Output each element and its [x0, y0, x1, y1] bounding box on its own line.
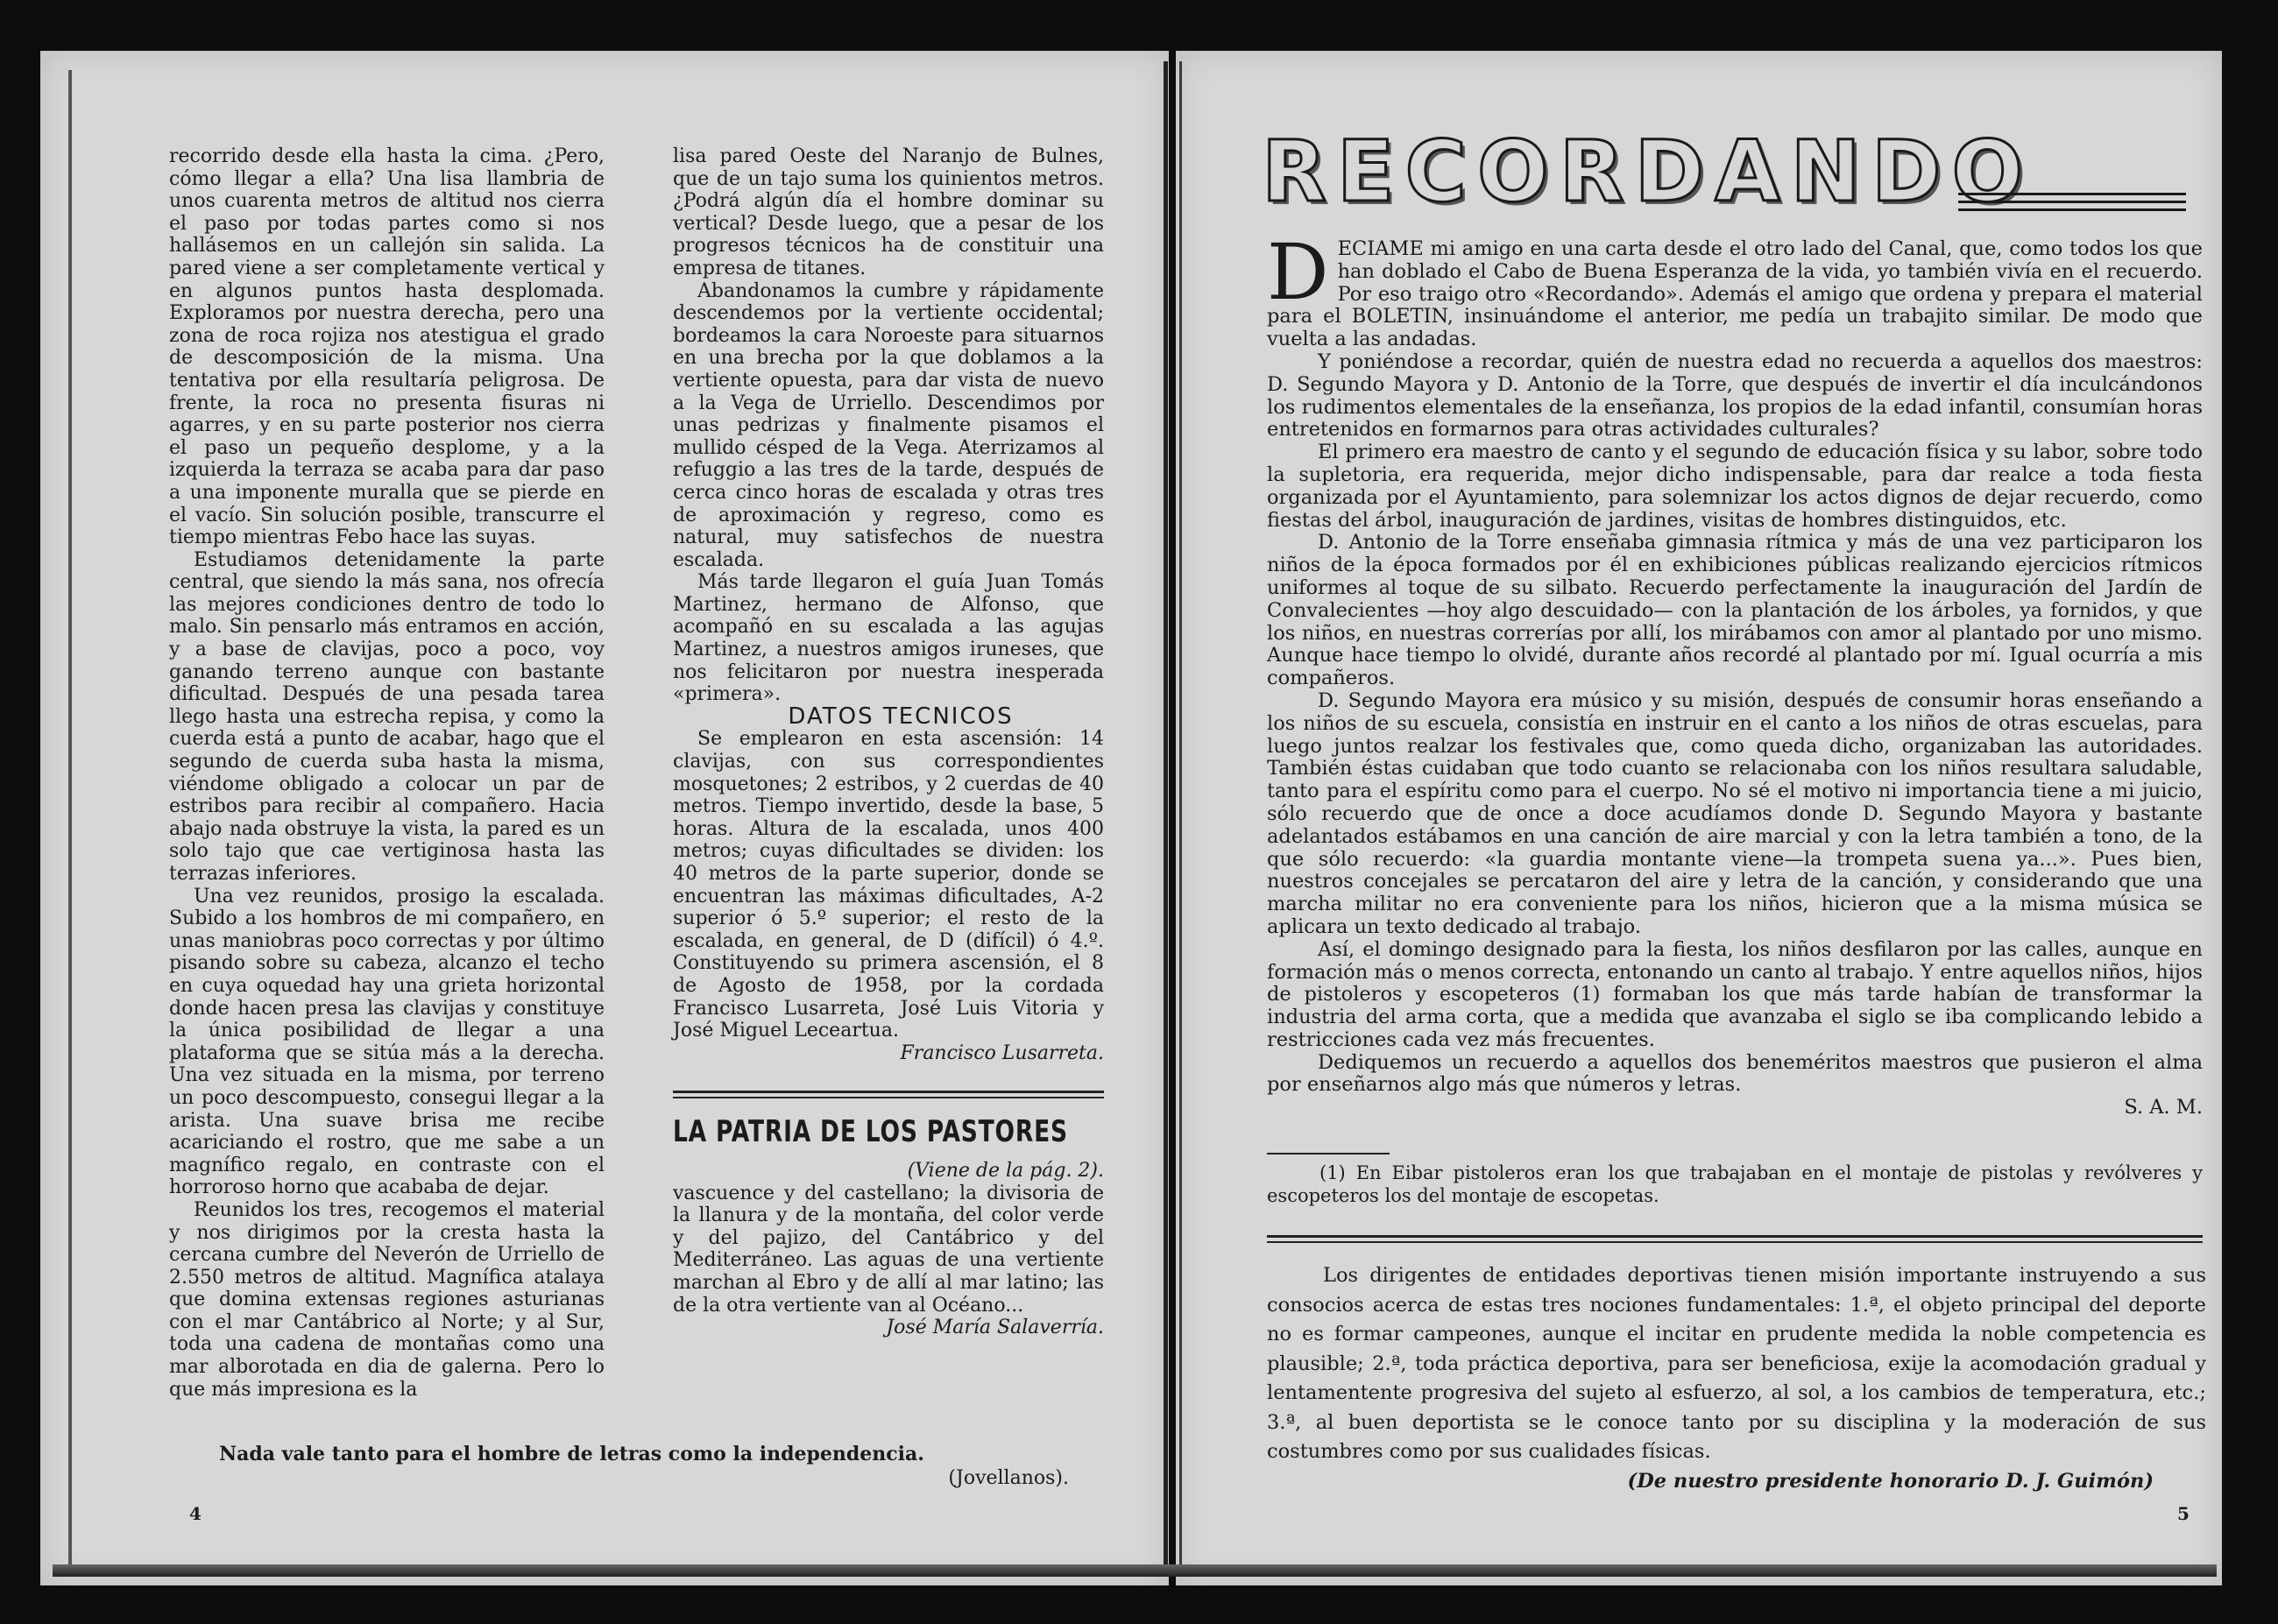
footnote [1267, 1162, 2203, 1207]
spine-right [1179, 61, 1182, 1577]
datos-tecnicos-text: Se emplearon en esta ascensión: 14 clavijas, con sus correspondientes mosquetones; 2 estribos, y 2 cuerdas de 40 metros. Tiempo invertido, desde la base, 5 horas. Altura de la escalada, unos 400 metros; cuyas dificultades se dividen: los 40 metros de la parte superior, donde se encuentran las máximas dificultades, A-2 superior ó 5.º superior; el resto de la escalada, en general, de D (difícil) ó 4.º. Constituyendo su primera ascensión, el 8 de Agosto de 1958, por la cordada Francisco Lusarreta, José Luis Vitoria y José Miguel Leceartua. [673, 728, 1104, 1042]
continuation-note: (Viene de la pág. 2). [907, 1159, 1104, 1182]
paragraph: Reunidos los tres, recogemos el material y nos dirigimos por la cresta hasta la cercana cumbre del Neverón de Urriello de 2.550 metros de altitud. Magnífica atalaya que domina extensas regiones asturianas con el mar Cantábrico al Norte; y al Sur, toda una cadena de montañas como una mar alborotada en dia de galerna. Pero lo que más impresiona es la [169, 1198, 605, 1401]
footnote-rule [1267, 1153, 1390, 1154]
author-initials: S. A. M. [2124, 1096, 2203, 1119]
author-signature: José María Salaverría. [886, 1317, 1104, 1339]
paragraph: Abandonamos la cumbre y rápidamente descendemos por la vertiente occidental; bordeamos la cara Noroeste para situarnos en una brecha por la que doblamos a la vertiente opuesta, para dar vista de nuevo a la Vega de Urriello. Descendimos por unas pedrizas y finalmente pisamos el mullido césped de la Vega. Aterrizamos al refuggio a las tres de la tarde, después de cerca cinco horas de escalada y otras tres de aproximación y regreso, como es natural, muy satisfechos de nuestra escalada. [673, 279, 1104, 571]
left-edge-shadow [68, 70, 72, 1577]
guimon-source: (De nuestro presidente honorario D. J. Guimón) [1627, 1469, 2154, 1493]
bottom-edge [53, 1564, 2217, 1577]
recordando-title: RECORDANDO [1262, 123, 2034, 221]
datos-tecnicos-heading: DATOS TECNICOS [788, 703, 1014, 730]
quote-author: (Jovellanos). [948, 1467, 1069, 1489]
paragraph: DECIAME mi amigo en una carta desde el otro lado del Canal, que, como todos los que han doblado el Cabo de Buena Esperanza de la vida, yo también vivía en el recuerdo. Por eso traigo otro «Recordando». Además el amigo que ordena y prepara el material para el BOLETIN, insinuándome el anterior, me pedía un trabajito similar. De modo que vuelta a las andadas. [1267, 227, 2203, 351]
paragraph: D. Segundo Mayora era músico y su misión, después de consumir horas enseñando a los niños de su escuela, consistía en instruir en el canto a los niños de otras escuelas, para luego juntos realzar los festivales que, como queda dicho, organizaban las autoridades. También éstas cuidaban que todo cuanto se relacionaba con los niños resultara saludable, tanto para el espíritu como para el cuerpo. No sé el motivo ni importancia tiene a mi juicio, sólo recuerdo que de once a doce acudíamos donde D. Segundo Mayora y bastante adelantados estábamos en una canción de aire marcial y con la letra también a tono, de la que sólo recuerdo: «la guardia montante viene—la trompeta suena ya...». Pues bien, nuestros concejales se percataron del aire y letra de la canción, y considerando que una marcha militar no era conveniente para los niños, hicieron que a la misma música se aplicara un texto dedicado al trabajo. [1267, 688, 2203, 938]
paragraph: lisa pared Oeste del Naranjo de Bulnes, que de un tajo suma los quinientos metros. ¿Podrá algún día el hombre dominar su vertical? Desde luego, que a pesar de los progresos técnicos ha de constituir una empresa de titanes. [673, 145, 1104, 279]
paragraph: El primero era maestro de canto y el segundo de educación física y su labor, sobre todo la supletoria, era requerida, mejor dicho indispensable, para dar realce a toda fiesta organizada por el Ayuntamiento, para solemnizar los actos dignos de dejar recuerdo, como fiestas del árbol, inauguración de jardines, visitas de hombres distinguidos, etc. [1267, 441, 2203, 532]
left-column-2 [673, 145, 1104, 1339]
author-signature: Francisco Lusarreta. [900, 1041, 1104, 1064]
drop-cap: D [1267, 227, 1329, 317]
footnote-text: (1) En Eibar pistoleros eran los que trabajaban en el montaje de pistolas y revólveres y escopeteros los del montaje de escopetas. [1267, 1162, 2203, 1206]
bottom-quote [219, 1442, 1069, 1491]
paragraph: D. Antonio de la Torre enseñaba gimnasia rítmica y más de una vez participaron los niños de la época formados por él en exhibiciones públicas realizando ejercicios rítmicos uniformes al toque de su silbato. Recuerdo perfectamente la inauguración del Jardín de Convalecientes —hoy algo descuidado— con la plantación de los árboles, ya fornidos, y que los niños, en nuestras correrías por allí, los mirábamos con amor al plantado por uno mismo. Aunque hace tiempo lo olvidé, durante años recordé al plantado por mí. Igual ocurría a mis compañeros. [1267, 531, 2203, 690]
section-divider [673, 1091, 1104, 1098]
section-divider [1267, 1235, 2203, 1243]
title-decoration-lines [1958, 193, 2186, 216]
paragraph: Y poniéndose a recordar, quién de nuestra edad no recuerda a aquellos dos maestros: D. Segundo Mayora y D. Antonio de la Torre, que después de invertir el día inculcándonos los rudimentos elementales de la enseñanza, los propios de la edad infantil, consumían horas entretenidos en formarnos para otras actividades culturales? [1267, 350, 2203, 441]
page-number-right: 5 [2177, 1503, 2190, 1524]
patria-heading: LA PATRIA DE LOS PASTORES [673, 1114, 1068, 1150]
paragraph: Así, el domingo designado para la fiesta, los niños desfilaron por las calles, aunque en formación más o menos correcta, entonando un canto al trabajo. Y entre aquellos niños, hijos de pistoleros y escopeteros (1) formaban los que más tarde habían de transformar la industria del arma corta, que a medida que avanzaba el siglo se iba complicando lebido a restricciones cada vez más frecuentes. [1267, 937, 2203, 1051]
spine-left [1164, 61, 1168, 1577]
recordando-article [1267, 227, 2203, 1119]
patria-text: vascuence y del castellano; la divisoria de la llanura y de la montaña, del color verde y del pajizo, del Cantábrico y del Mediterráneo. Las aguas de una vertiente marchan al Ebro y de allí al mar latino; las de la otra vertiente van al Océano... [673, 1182, 1104, 1317]
paragraph: Dediquemos un recuerdo a aquellos dos beneméritos maestros que pusieron el alma por enseñarnos algo más que números y letras. [1267, 1050, 2203, 1097]
guimon-text: Los dirigentes de entidades deportivas tienen misión importante instruyendo a sus consocios acerca de estas tres nociones fundamentales: 1.ª, el objeto principal del deporte no es formar campeones, aunque el incitar en prudente medida la noble competencia es plausible; 2.ª, toda práctica deportiva, para ser beneficiosa, exije la acomodación gradual y lentamentente progresiva del sujeto al esfuerzo, al sol, a los cambios de temperatura, etc.; 3.ª, al buen deportista se le conoce tanto por su disciplina y la moderación de sus costumbres como por sus cualidades físicas. [1267, 1264, 2206, 1463]
page-number-left: 4 [189, 1503, 202, 1524]
paragraph: Estudiamos detenidamente la parte central, que siendo la más sana, nos ofrecía las mejores condiciones dentro de todo lo malo. Sin pensarlo más entramos en acción, y a base de clavijas, poco a poco, voy ganando terreno aunque con bastante dificultad. Después de una pesada tarea llego hasta una estrecha repisa, y como la cuerda está a punto de acabar, hago que el segundo de cuerda suba hasta la misma, viéndome obligado a colocar un par de estribos para recibir al compañero. Hacia abajo nada obstruye la vista, la pared es un solo tajo que cae vertiginosa hasta las terrazas inferiores. [169, 548, 605, 885]
paragraph: Más tarde llegaron el guía Juan Tomás Martinez, hermano de Alfonso, que acompañó en su escalada a las agujas Martinez, a nuestros amigos iruneses, que nos felicitaron por nuestra inesperada «primera». [673, 571, 1104, 706]
paragraph: recorrido desde ella hasta la cima. ¿Pero, cómo llegar a ella? Una lisa llambria de unos cuarenta metros de altitud nos cierra el paso por todas partes como si nos hallásemos en un callejón sin salida. La pared viene a ser completamente vertical y en algunos puntos hasta desplomada. Exploramos por nuestra derecha, pero una zona de roca rojiza nos atestigua el grado de descomposición de la misma. Una tentativa por ella resultaría peligrosa. De frente, la roca no presenta fisuras ni agarres, y en su parte posterior nos cierra el paso un pequeño desplome, y a la izquierda la terraza se acaba para dar paso a una imponente muralla que se pierde en el vacío. Sin solución posible, transcurre el tiempo mientras Febo hace las suyas. [169, 145, 605, 549]
left-column-1 [169, 145, 605, 1401]
quote-text: Nada vale tanto para el hombre de letras como la independencia. [219, 1443, 924, 1465]
paragraph: Una vez reunidos, prosigo la escalada. Subido a los hombros de mi compañero, en unas maniobras poco correctas y por último pisando sobre su cabeza, alcanzo el techo en cuya oquedad hay una grieta horizontal donde hacen presa las clavijas y constituye la única posibilidad de llegar a una plataforma que se sitúa más a la derecha. Una vez situada en la misma, por terreno un poco descompuesto, consegui llegar a la arista. Una suave brisa me recibe acariciando el rostro, que me sabe a un magnífico regalo, en contraste con el horroroso horno que acababa de dejar. [169, 885, 605, 1199]
guimon-note [1267, 1261, 2206, 1496]
